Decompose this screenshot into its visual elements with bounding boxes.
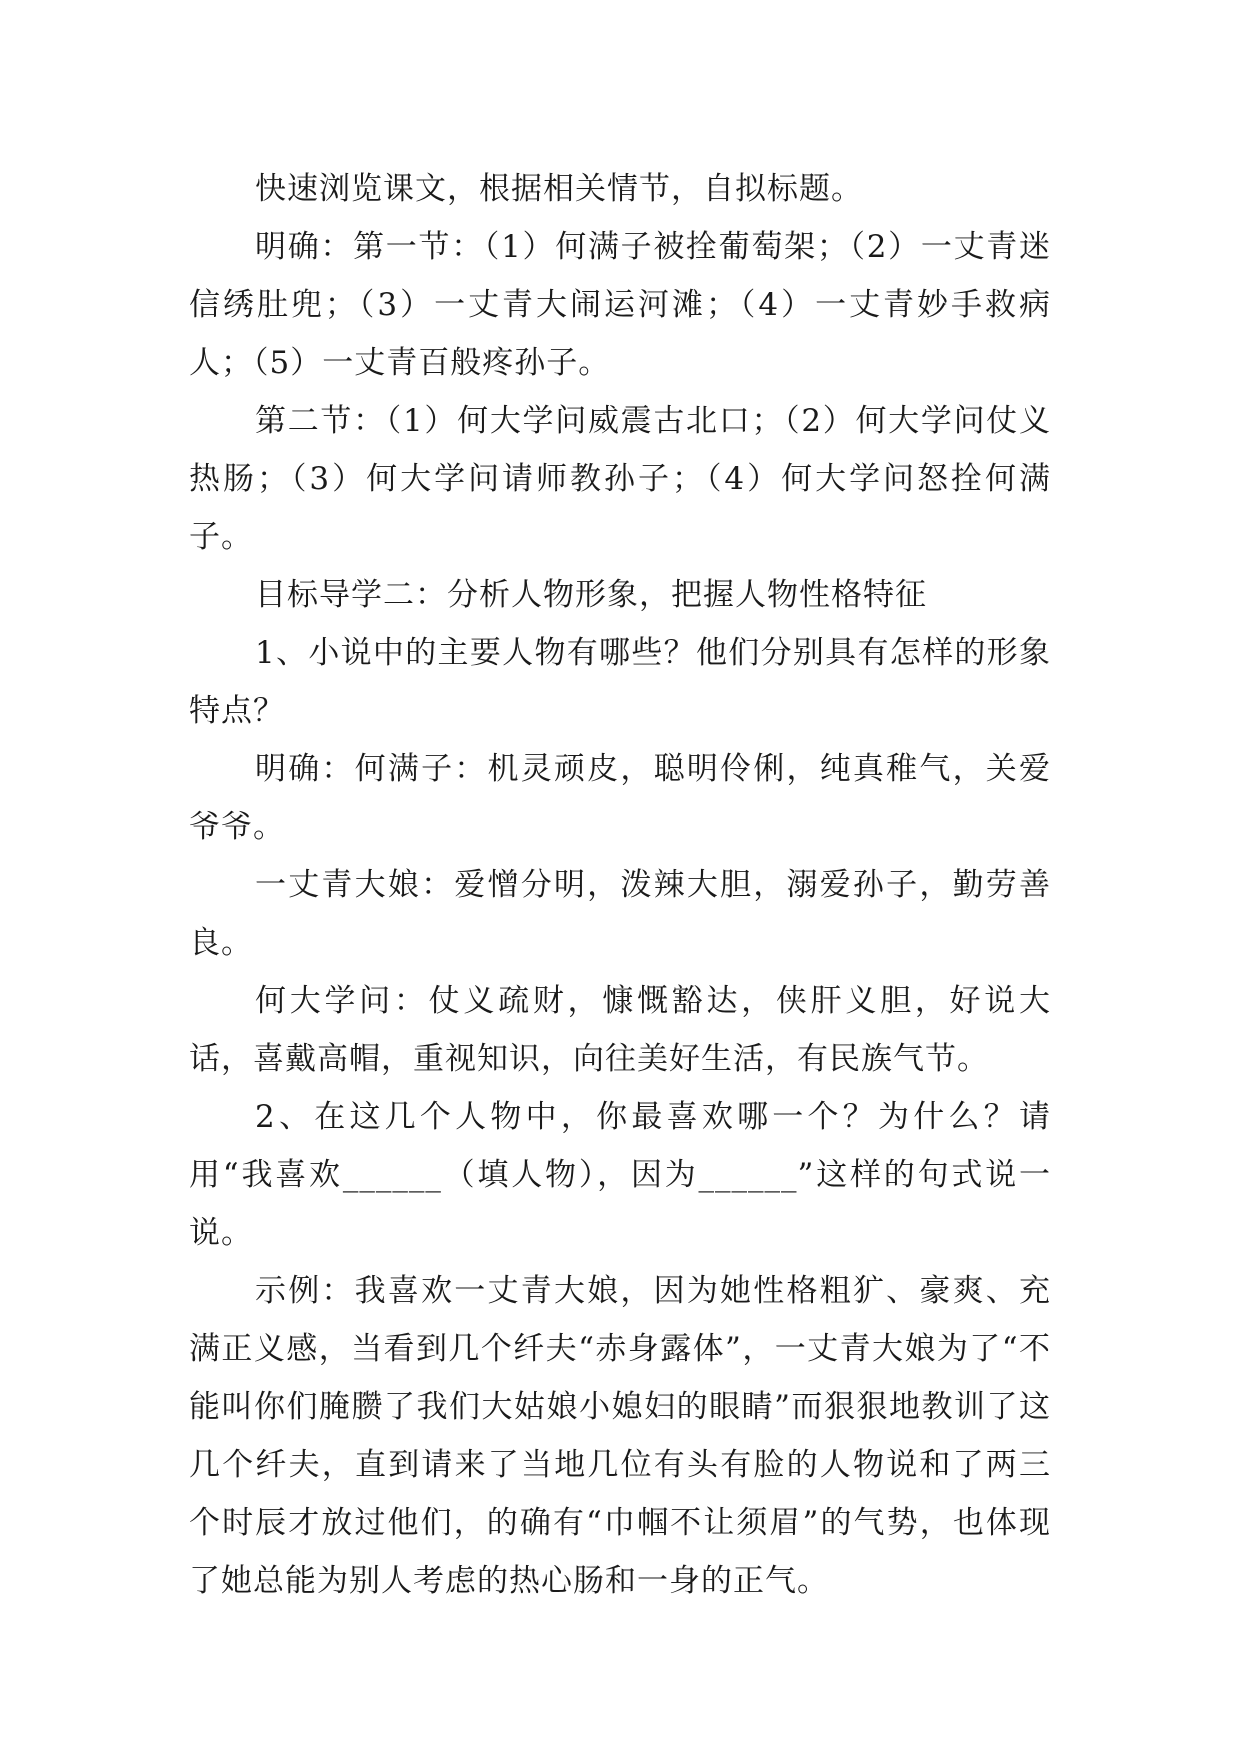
paragraph-skim-task: 快速浏览课文，根据相关情节，自拟标题。 (255, 171, 863, 207)
paragraph-answer-he-manzi: 明确：何满子：机灵顽皮，聪明伶俐，纯真稚气，关爱爷爷。 (189, 751, 1051, 845)
paragraph-example-answer: 示例：我喜欢一丈青大娘，因为她性格粗犷、豪爽、充满正义感，当看到几个纤夫“赤身露体”，一丈青大娘为了“不能叫你们腌臜了我们大姑娘小媳妇的眼睛”而狠狠地教训了这几个纤夫，直到请来了当地几位有头有脸的人物说和了两三个时辰才放过他们，的确有“巾帼不让须眉”的气势，也体现了她总能为别人考虑的热心肠和一身的正气。 (189, 1273, 1051, 1599)
paragraph-question-two: 2、在这几个人物中，你最喜欢哪一个？为什么？请用“我喜欢______（填人物），因为______”这样的句式说一说。 (189, 1099, 1051, 1251)
paragraph-question-one: 1、小说中的主要人物有哪些？他们分别具有怎样的形象特点？ (189, 635, 1051, 729)
paragraph-answer-he-daxuewen: 何大学问：仗义疏财，慷慨豁达，侠肝义胆，好说大话，喜戴高帽，重视知识，向往美好生活，有民族气节。 (189, 983, 1051, 1077)
paragraph-learning-goal-two: 目标导学二：分析人物形象，把握人物性格特征 (255, 577, 927, 613)
paragraph-answer-yizhangqing: 一丈青大娘：爱憎分明，泼辣大胆，溺爱孙子，勤劳善良。 (189, 867, 1051, 961)
paragraph-section-two-titles: 第二节：（1）何大学问威震古北口；（2）何大学问仗义热肠；（3）何大学问请师教孙子；（4）何大学问怒拴何满子。 (189, 403, 1051, 555)
paragraph-section-one-titles: 明确：第一节：（1）何满子被拴葡萄架；（2）一丈青迷信绣肚兜；（3）一丈青大闹运河滩；（4）一丈青妙手救病人；（5）一丈青百般疼孙子。 (189, 229, 1051, 381)
document-page (189, 160, 1051, 1610)
